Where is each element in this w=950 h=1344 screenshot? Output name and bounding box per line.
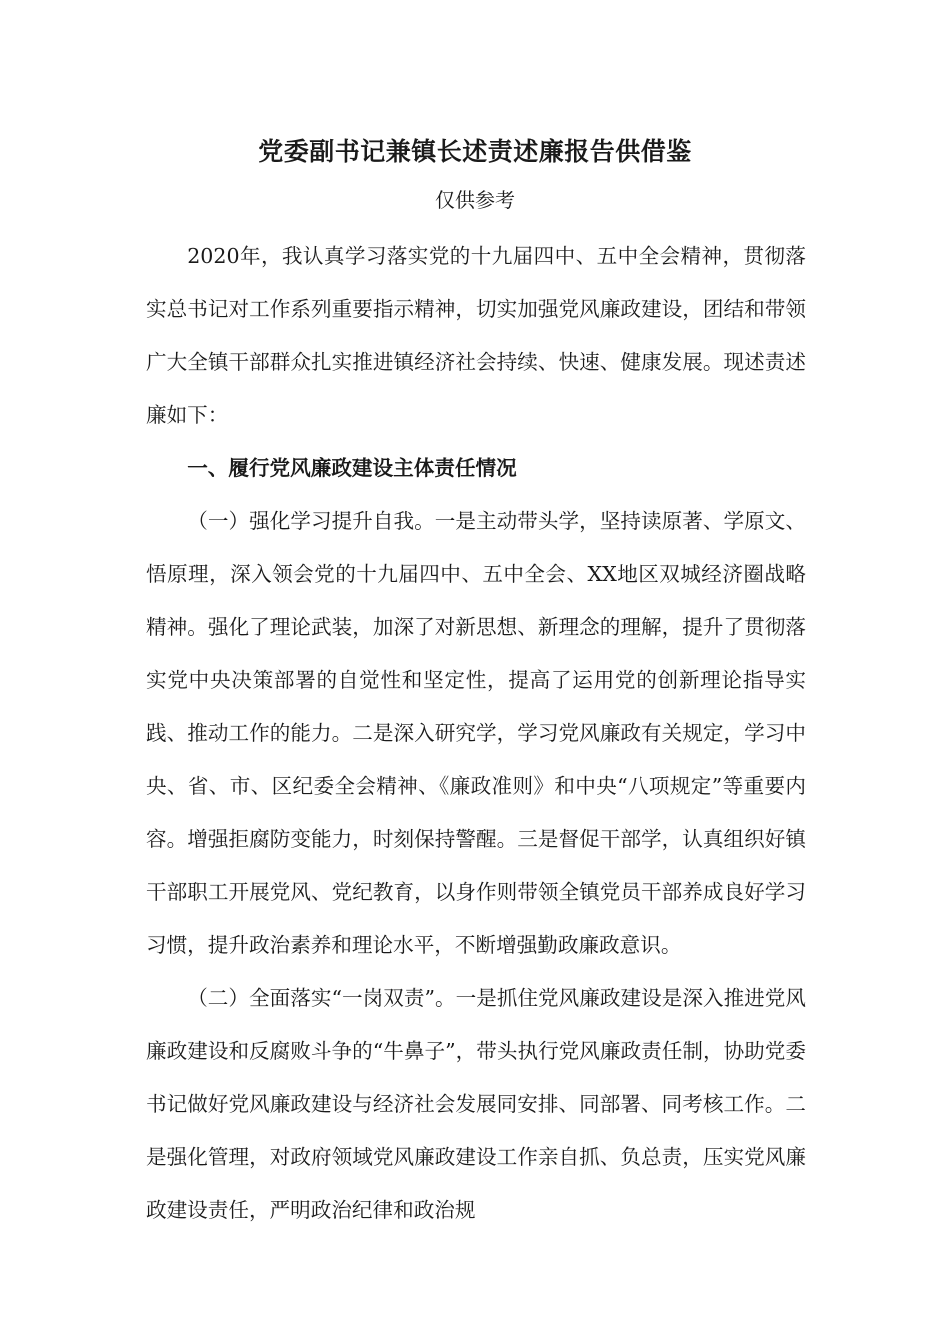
document-title: 党委副书记兼镇长述责述廉报告供借鉴 [258, 137, 692, 166]
document-body [146, 230, 806, 1237]
document-subtitle: 仅供参考 [435, 188, 515, 212]
section-heading-1: 一、履行党风廉政建设主体责任情况 [187, 456, 517, 480]
intro-paragraph: 2020年，我认真学习落实党的十九届四中、五中全会精神，贯彻落实总书记对工作系列重要指示精神，切实加强党风廉政建设，团结和带领广大全镇干部群众扎实推进镇经济社会持续、快速、健康发展。现述责述廉如下： [146, 244, 806, 427]
paragraph-study: （一）强化学习提升自我。一是主动带头学，坚持读原著、学原文、悟原理，深入领会党的十九届四中、五中全会、XX地区双城经济圈战略精神。强化了理论武装，加深了对新思想、新理念的理解，提升了贯彻落实党中央决策部署的自觉性和坚定性，提高了运用党的创新理论指导实践、推动工作的能力。二是深入研究学，学习党风廉政有关规定，学习中央、省、市、区纪委全会精神、《廉政准则》和中央“八项规定”等重要内容。增强拒腐防变能力，时刻保持警醒。三是督促干部学，认真组织好镇干部职工开展党风、党纪教育，以身作则带领全镇党员干部养成良好学习习惯，提升政治素养和理论水平，不断增强勤政廉政意识。 [146, 509, 806, 957]
paragraph-responsibility: （二）全面落实“一岗双责”。一是抓住党风廉政建设是深入推进党风廉政建设和反腐败斗争的“牛鼻子”，带头执行党风廉政责任制，协助党委书记做好党风廉政建设与经济社会发展同安排、同部署、同考核工作。二是强化管理，对政府领域党风廉政建设工作亲自抓、负总责，压实党风廉政建设责任，严明政治纪律和政治规 [146, 986, 806, 1222]
